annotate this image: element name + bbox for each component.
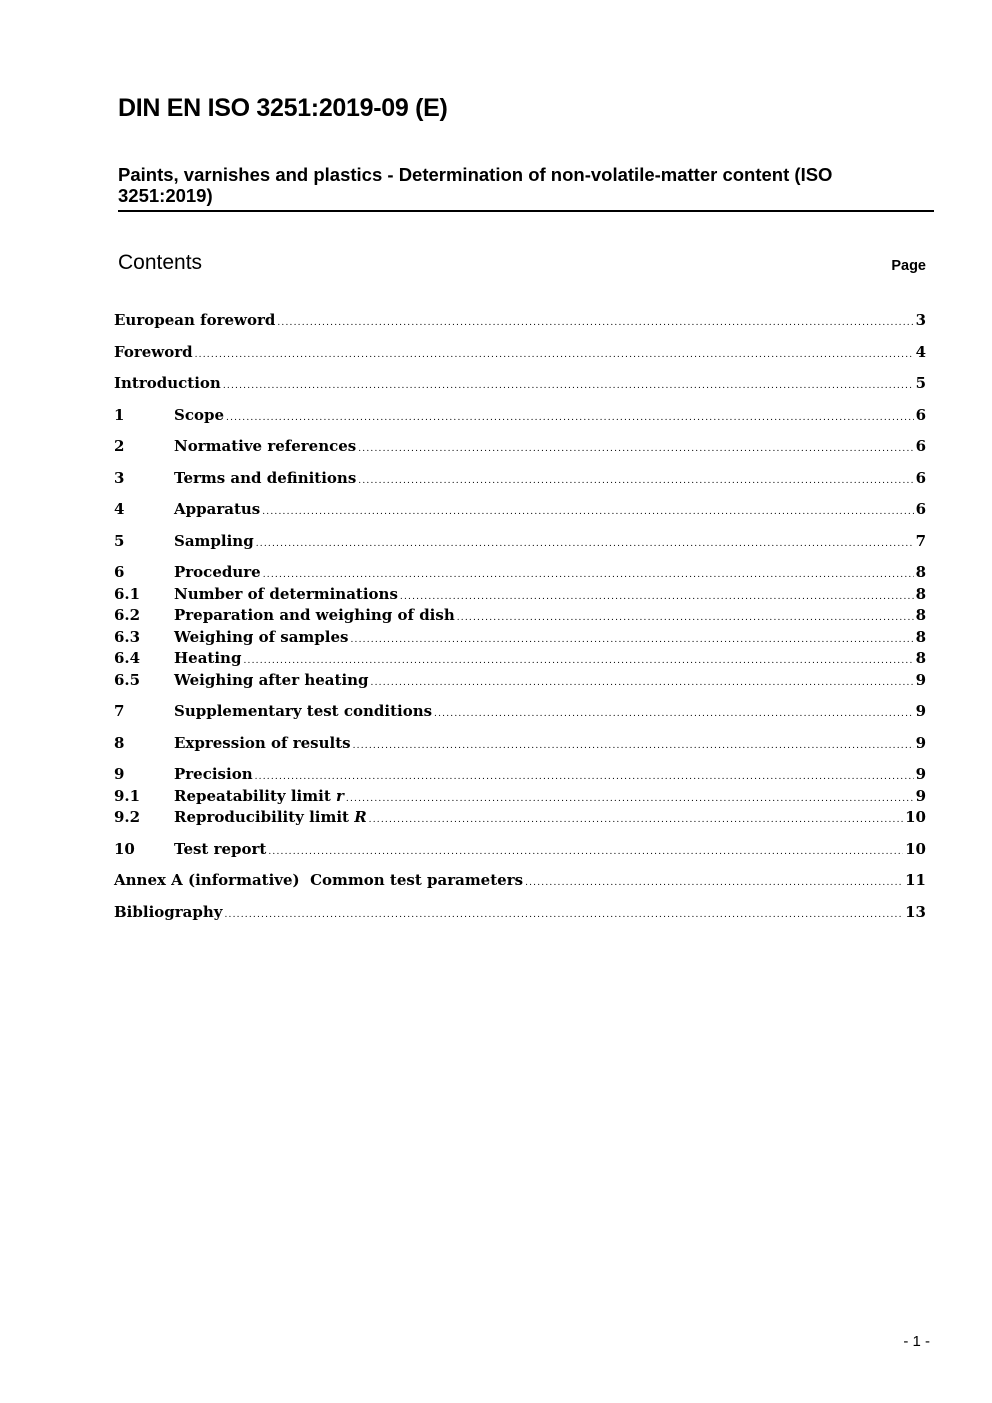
toc-entry-label: Weighing of samples [174, 627, 349, 646]
toc-entry-label: European foreword [114, 311, 276, 329]
toc-entry-number: 6.2 [114, 606, 141, 624]
toc-entry-apparatus[interactable] [114, 500, 926, 522]
toc-entry-page: 9 [915, 702, 926, 720]
toc-entry-symbol: R [354, 808, 367, 826]
toc-entry-weighing-after-heating[interactable] [114, 671, 926, 693]
toc-entry-number: 6 [114, 563, 125, 581]
toc-entry-introduction[interactable] [114, 374, 926, 396]
toc-entry-page: 9 [915, 786, 926, 805]
toc-leader [223, 381, 914, 391]
toc-entry-number-of-determinations[interactable] [114, 585, 926, 607]
toc-leader [243, 656, 913, 666]
toc-entry-label: Terms and definitions [174, 468, 357, 487]
toc-entry-label: Sampling [174, 531, 254, 550]
toc-leader [525, 878, 903, 888]
page-column-label: Page [891, 258, 926, 274]
toc-entry-label: Weighing after heating [174, 670, 369, 689]
toc-entry-foreword[interactable] [114, 343, 926, 365]
toc-leader [350, 635, 913, 645]
toc-entry-number: 9.1 [114, 786, 141, 805]
toc-entry-label: Repeatability limit r [174, 786, 344, 805]
document-title: DIN EN ISO 3251:2019-09 (E) [118, 94, 448, 122]
toc-leader [400, 592, 914, 602]
toc-entry-procedure[interactable] [114, 563, 926, 585]
toc-entry-page: 8 [915, 563, 926, 581]
toc-leader [457, 613, 914, 623]
toc-entry-supplementary-test-conditions[interactable] [114, 702, 926, 724]
toc-leader [358, 444, 913, 454]
toc-entry-page: 13 [905, 902, 926, 921]
toc-entry-number: 6.1 [114, 584, 141, 603]
toc-leader [225, 910, 904, 920]
document-subtitle: Paints, varnishes and plastics - Determination of non-volatile-matter content (ISO 3251:2019) [118, 164, 833, 206]
toc-entry-sampling[interactable] [114, 532, 926, 554]
toc-entry-label: Number of determinations [174, 584, 398, 603]
table-of-contents [114, 311, 926, 924]
toc-entry-annex-a[interactable] [114, 871, 926, 893]
toc-entry-normative-references[interactable] [114, 437, 926, 459]
title-divider [118, 210, 934, 212]
toc-entry-number: 6.3 [114, 627, 141, 646]
toc-entry-label: Introduction [114, 374, 221, 392]
toc-entry-number: 4 [114, 500, 125, 518]
toc-entry-page: 9 [915, 765, 926, 783]
toc-entry-label: Annex A (informative) Common test parameters [114, 871, 524, 889]
toc-entry-page: 7 [915, 531, 926, 550]
toc-leader [358, 476, 913, 486]
toc-leader [434, 709, 914, 719]
toc-entry-page: 11 [905, 871, 926, 889]
toc-entry-test-report[interactable] [114, 840, 926, 862]
toc-entry-page: 10 [905, 808, 926, 826]
toc-entry-label: Foreword [114, 342, 193, 361]
toc-entry-label: Normative references [174, 437, 357, 455]
toc-entry-label: Bibliography [114, 902, 223, 921]
toc-entry-label: Supplementary test conditions [174, 702, 433, 720]
page-number: - 1 - [903, 1333, 930, 1350]
toc-entry-label: Reproducibility limit R [174, 808, 367, 826]
toc-entry-page: 9 [915, 733, 926, 752]
toc-entry-number: 9.2 [114, 808, 141, 826]
toc-entry-number: 6.5 [114, 670, 141, 689]
toc-entry-page: 6 [915, 437, 926, 455]
toc-entry-number: 5 [114, 531, 125, 550]
toc-entry-heating[interactable] [114, 649, 926, 671]
toc-entry-label: Preparation and weighing of dish [174, 606, 455, 624]
toc-entry-number: 6.4 [114, 649, 141, 667]
toc-entry-page: 8 [915, 627, 926, 646]
toc-leader [369, 815, 903, 825]
toc-entry-page: 6 [915, 468, 926, 487]
toc-leader [353, 741, 914, 751]
toc-entry-repeatability-limit[interactable] [114, 787, 926, 809]
toc-entry-label: Precision [174, 765, 253, 783]
toc-leader [195, 350, 914, 360]
toc-entry-expression-of-results[interactable] [114, 734, 926, 756]
toc-leader [255, 772, 914, 782]
contents-heading: Contents [118, 251, 203, 274]
toc-entry-number: 3 [114, 468, 125, 487]
toc-entry-number: 10 [114, 839, 135, 858]
toc-entry-page: 4 [915, 342, 926, 361]
toc-entry-number: 2 [114, 437, 125, 455]
toc-entry-page: 8 [915, 606, 926, 624]
toc-entry-number: 1 [114, 405, 125, 424]
toc-entry-page: 8 [915, 584, 926, 603]
toc-entry-label: Procedure [174, 563, 261, 581]
toc-entry-symbol: r [335, 786, 344, 805]
toc-leader [263, 570, 914, 580]
toc-entry-page: 10 [905, 839, 926, 858]
toc-entry-page: 5 [915, 374, 926, 392]
toc-entry-number: 7 [114, 702, 125, 720]
toc-leader [371, 678, 914, 688]
toc-leader [262, 507, 913, 517]
toc-leader [268, 847, 903, 857]
toc-leader [346, 794, 914, 804]
toc-leader [226, 413, 914, 423]
toc-entry-page: 6 [915, 405, 926, 424]
toc-entry-precision[interactable] [114, 765, 926, 787]
toc-entry-weighing-of-samples[interactable] [114, 628, 926, 650]
toc-entry-label: Expression of results [174, 733, 351, 752]
toc-leader [277, 318, 913, 328]
toc-entry-preparation-and-weighing-of-dish[interactable] [114, 606, 926, 628]
toc-entry-bibliography[interactable] [114, 903, 926, 925]
toc-entry-label: Heating [174, 649, 242, 667]
toc-entry-scope[interactable] [114, 406, 926, 428]
toc-entry-number: 9 [114, 765, 125, 783]
toc-entry-number: 8 [114, 733, 125, 752]
toc-entry-page: 3 [915, 311, 926, 329]
toc-entry-terms-and-definitions[interactable] [114, 469, 926, 491]
toc-entry-page: 8 [915, 649, 926, 667]
toc-entry-reproducibility-limit[interactable] [114, 808, 926, 830]
toc-leader [256, 539, 914, 549]
toc-entry-label: Scope [174, 405, 225, 424]
toc-entry-label: Test report [174, 839, 267, 858]
toc-entry-label: Apparatus [174, 500, 261, 518]
toc-entry-page: 9 [915, 670, 926, 689]
toc-entry-european-foreword[interactable] [114, 311, 926, 333]
toc-entry-page: 6 [915, 500, 926, 518]
